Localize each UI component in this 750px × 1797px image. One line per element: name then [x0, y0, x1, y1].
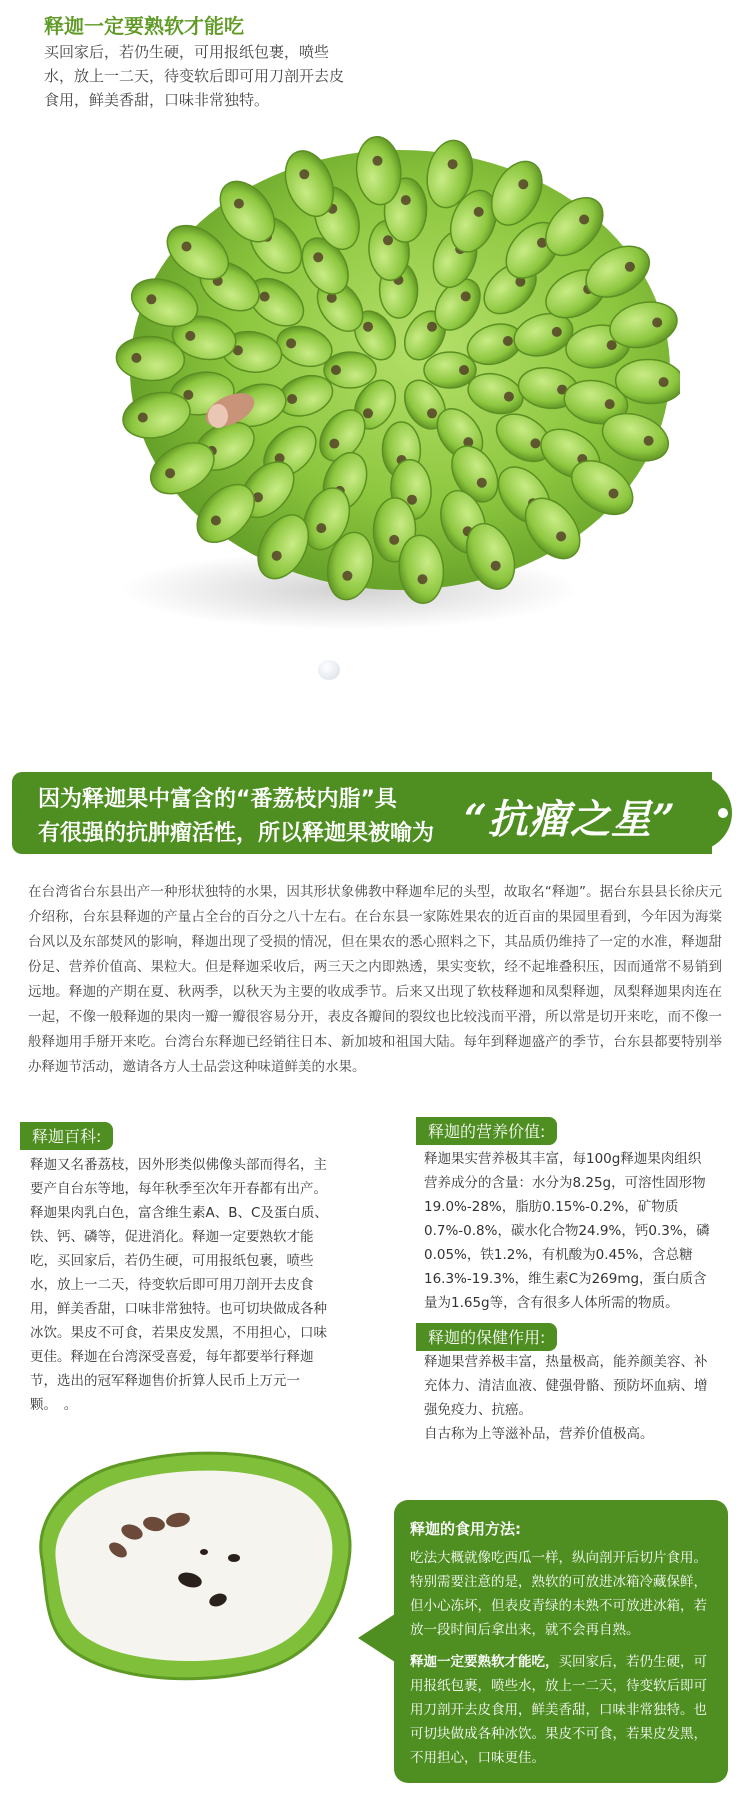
- fruit-bump-tip: [299, 169, 309, 179]
- fruit-bump-tip: [272, 551, 282, 561]
- fruit-bump-tip: [342, 571, 352, 581]
- fruit-bump-tip: [518, 179, 528, 189]
- banner-highlight: “抗瘤之星”: [464, 796, 677, 843]
- fruit-bump-tip: [329, 439, 339, 449]
- fruit-bump-tip: [504, 392, 514, 402]
- fruit-bump-tip: [185, 331, 195, 341]
- fruit-bump-tip: [459, 365, 469, 375]
- intro-text: 买回家后，若仍生硬，可用报纸包裹，喷些水，放上一二天，待变软后即可用刀剖开去皮食用，鲜美香甜，口味非常独特。: [44, 43, 345, 109]
- eating-emphasis: 释迦一定要熟软才能吃，: [410, 1654, 559, 1670]
- baike-label: 释迦百科:: [20, 1122, 113, 1150]
- fruit-bump-tip: [644, 436, 654, 446]
- banner-dot: [718, 808, 728, 818]
- health-label: 释迦的保健作用:: [416, 1323, 557, 1351]
- fruit-bump-tip: [605, 399, 615, 409]
- fruit-bump-tip: [427, 322, 437, 332]
- eating-paragraph-2-text: 买回家后，若仍生硬，可用报纸包裹，喷些水，放上一二天，待变软后即可用刀剖开去皮食用，鲜美香甜，口味非常独特。也可切块做成各种冰饮。果皮不可食，若果皮发黑，不用担心，口味更佳。: [410, 1654, 707, 1766]
- fruit-bump-tip: [363, 322, 373, 332]
- nutrition-text: 释迦果实营养极其丰富，每100g释迦果肉组织营养成分的含量：水分为8.25g，可溶性固形物19.0%-28%，脂肪0.15%-0.2%，矿物质0.7%-0.8%，碳水化合物24.9%，钙0.3%，磷0.05%，铁1.2%，有机酸为0.45%，含总糖16.3%-19.3%，维生素C为269mg，蛋白质含量为1.65g等，含有很多人体所需的物质。: [424, 1151, 710, 1311]
- fruit-bump-tip: [530, 438, 540, 448]
- fruit-bump-tip: [286, 338, 296, 348]
- fruit-bump-tip: [448, 159, 458, 169]
- headline-banner: [12, 772, 740, 854]
- fruit-bump-tip: [373, 156, 383, 166]
- fruit-bump-tip: [552, 327, 562, 337]
- eating-paragraph-2: [410, 1650, 716, 1770]
- fruit-bump-tip: [491, 561, 501, 571]
- eating-box-pointer: [358, 1612, 398, 1664]
- fruit-bump-tip: [625, 262, 635, 272]
- fruit-bump-tip: [579, 215, 589, 225]
- banner-line-2: 有很强的抗肿瘤活性，所以释迦果被喻为: [38, 821, 435, 846]
- health-text-1: 释迦果营养极丰富，热量极高，能养颜美容、补充体力、清洁血液、健强骨骼、预防坏血病、增强免疫力、抗癌。: [424, 1354, 708, 1418]
- fruit-bump-tip: [316, 523, 326, 533]
- fruit-bump-tip: [331, 365, 341, 375]
- fruit-bump-tip: [260, 292, 270, 302]
- fruit-bump-tip: [138, 413, 148, 423]
- fruit-bump-tip: [211, 516, 221, 526]
- fruit-bump-tip: [131, 353, 141, 363]
- baike-text: 释迦又名番荔枝，因外形类似佛像头部而得名，主要产自台东等地，每年秋季至次年开春都有出产。释迦果肉乳白色，富含维生素A、B、C及蛋白质、铁、钙、磷等，促进消化。释迦一定要熟软才能吃，买回家后，若仍生硬，可用报纸包裹，喷些水，放上一二天，待变软后即可用刀剖开去皮食用，鲜美香甜，口味非常独特。也可切块做成各种冰饮。果皮不可食，若果皮发黑，不用担心，口味更佳。释迦在台湾深受喜爱，每年都要举行释迦节，选出的冠军释迦售价折算人民币上万元一颗。 。: [30, 1157, 328, 1413]
- fruit-bump-tip: [474, 207, 484, 217]
- custard-apple-image: [100, 120, 680, 640]
- fruit-bump-tip: [461, 291, 471, 301]
- fruit-bump-tip: [182, 242, 192, 252]
- fruit-bump-tip: [556, 531, 566, 541]
- water-drop: [318, 660, 340, 680]
- fruit-bump-tip: [287, 394, 297, 404]
- fruit-bump-tip: [313, 252, 323, 262]
- health-text-2: 自古称为上等滋补品，营养价值极高。: [424, 1426, 654, 1442]
- nutrition-label: 释迦的营养价值:: [416, 1117, 557, 1145]
- fruit-bump-tip: [407, 495, 417, 505]
- eating-paragraph-1: 吃法大概就像吃西瓜一样，纵向剖开后切片食用。特别需要注意的是，熟软的可放进冰箱冷藏保鲜，但小心冻坏，但表皮青绿的未熟不可放进冰箱，若放一段时间后拿出来，就不会再自熟。: [410, 1550, 707, 1638]
- fruit-bump-tip: [234, 199, 244, 209]
- fruit-bump-tip: [418, 574, 428, 584]
- fruit-bump-tip: [659, 377, 669, 387]
- banner-line-1: 因为释迦果中富含的“番荔枝内脂”具: [38, 787, 397, 812]
- fruit-bump-tip: [146, 294, 156, 304]
- intro-title: 释迦一定要熟软才能吃: [44, 14, 244, 38]
- fruit-bump-tip: [477, 478, 487, 488]
- description-paragraph: 在台湾省台东县出产一种形状独特的水果，因其形状象佛教中释迦牟尼的头型，故取名“释迦”。据台东县县长徐庆元介绍称，台东县释迦的产量占全台的百分之八十左右。在台东县一家陈姓果农的近百亩的果园里看到，今年因为海棠台风以及东部焚风的影响，释迦出现了受损的情况，但在果农的悉心照料之下，其品质仍维持了一定的水准，释迦甜份足、营养价值高、果粒大。但是释迦采收后，两三天之内即熟透，果实变软，经不起堆叠积压，因而通常不易销到远地。释迦的产期在夏、秋两季，以秋天为主要的收成季节。后来又出现了软枝释迦和凤梨释迦，凤梨释迦果肉连在一起，不像一般释迦的果肉一瓣一瓣很容易分开，表皮各瓣间的裂纹也比较浅而平滑，所以常是切开来吃，而不像一般释迦用手掰开来吃。台湾台东释迦已经销往日本、新加坡和祖国大陆。每年到释迦盛产的季节，台东县都要特别举办释迦节活动，邀请各方人士品尝这种味道鲜美的水果。: [28, 884, 722, 1075]
- sliced-fruit-image: [22, 1440, 362, 1685]
- health-text: [424, 1350, 714, 1446]
- fruit-bump-tip: [503, 336, 513, 346]
- fruit-bump-tip: [363, 408, 373, 418]
- fruit-bump-tip: [165, 468, 175, 478]
- fruit-bump-tip: [401, 195, 411, 205]
- fruit-bump-tip: [383, 235, 393, 245]
- fruit-bump-tip: [609, 489, 619, 499]
- fruit-bump-tip: [427, 408, 437, 418]
- eating-title: 释迦的食用方法:: [410, 1520, 521, 1538]
- fruit-bump-tip: [389, 535, 399, 545]
- fruit-bump-tip: [652, 318, 662, 328]
